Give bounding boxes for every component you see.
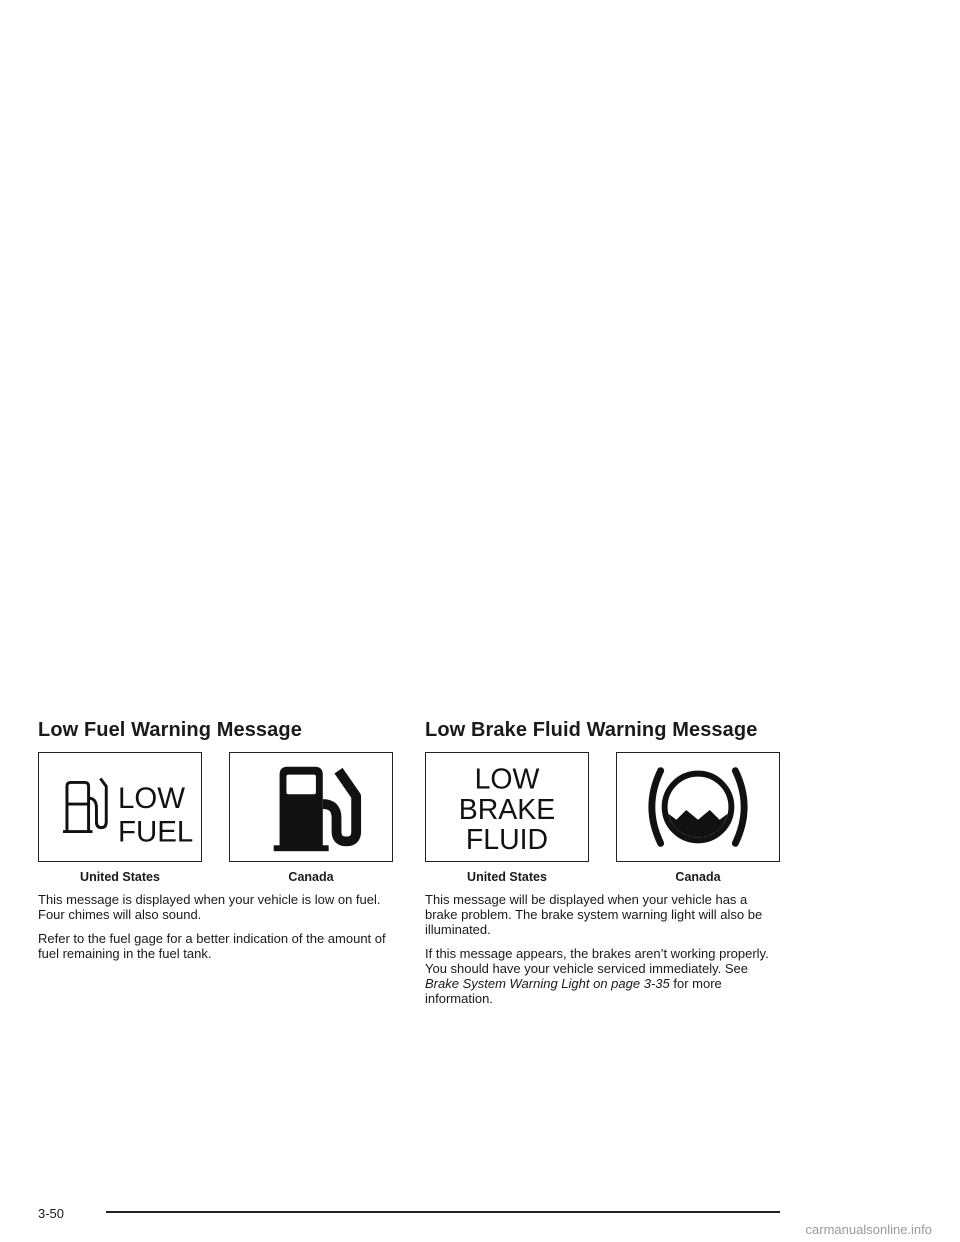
low-fuel-icons	[38, 752, 396, 888]
page-number: 3-50	[38, 1206, 65, 1221]
brake-fluid-reservoir-icon	[617, 753, 779, 861]
low-brake-us-text-line1: LOW	[474, 763, 540, 796]
low-fuel-paragraph-1: This message is displayed when your vehicle is low on fuel. Four chimes will also sound.	[38, 892, 381, 922]
footer-rule	[106, 1211, 780, 1213]
low-brake-canada-symbol	[616, 752, 780, 862]
low-fuel-section	[38, 716, 396, 970]
low-brake-us-text-block	[426, 753, 588, 861]
low-brake-us-text-line3: FLUID	[465, 824, 549, 857]
low-brake-caption-canada: Canada	[675, 870, 721, 884]
low-brake-icons	[425, 752, 783, 888]
low-fuel-us-text-line1: LOW	[118, 781, 186, 815]
low-brake-body	[425, 892, 783, 1006]
low-fuel-canada-symbol	[229, 752, 393, 862]
low-brake-section	[425, 716, 783, 1015]
low-fuel-body	[38, 892, 396, 961]
watermark-text: carmanualsonline.info	[805, 1222, 932, 1237]
fuel-pump-outline-icon	[39, 753, 201, 861]
low-brake-paragraph-2-tail: for more information.	[425, 976, 722, 1006]
low-brake-paragraph-2-text: If this message appears, the brakes aren’t working properly. You should have your vehicle serviced immediately. See	[425, 946, 769, 976]
low-fuel-us-symbol	[38, 752, 202, 862]
low-brake-us-symbol	[425, 752, 589, 862]
low-fuel-heading: Low Fuel Warning Message	[38, 719, 302, 741]
low-brake-caption-us: United States	[467, 870, 547, 884]
low-brake-paragraph-1: This message will be displayed when your vehicle has a brake problem. The brake system warning light will also be illuminated.	[425, 892, 763, 937]
fuel-pump-solid-icon	[230, 753, 392, 861]
low-brake-heading: Low Brake Fluid Warning Message	[425, 719, 758, 741]
brake-warning-light-reference: Brake System Warning Light on page 3-35	[425, 976, 670, 991]
low-fuel-paragraph-2: Refer to the fuel gage for a better indication of the amount of fuel remaining in the fuel tank.	[38, 931, 386, 961]
low-fuel-caption-canada: Canada	[288, 870, 334, 884]
low-fuel-caption-us: United States	[80, 870, 160, 884]
low-brake-us-text-line2: BRAKE	[458, 793, 556, 826]
low-brake-paragraph-2	[425, 946, 783, 1006]
low-fuel-us-text-line2: FUEL	[118, 815, 194, 849]
